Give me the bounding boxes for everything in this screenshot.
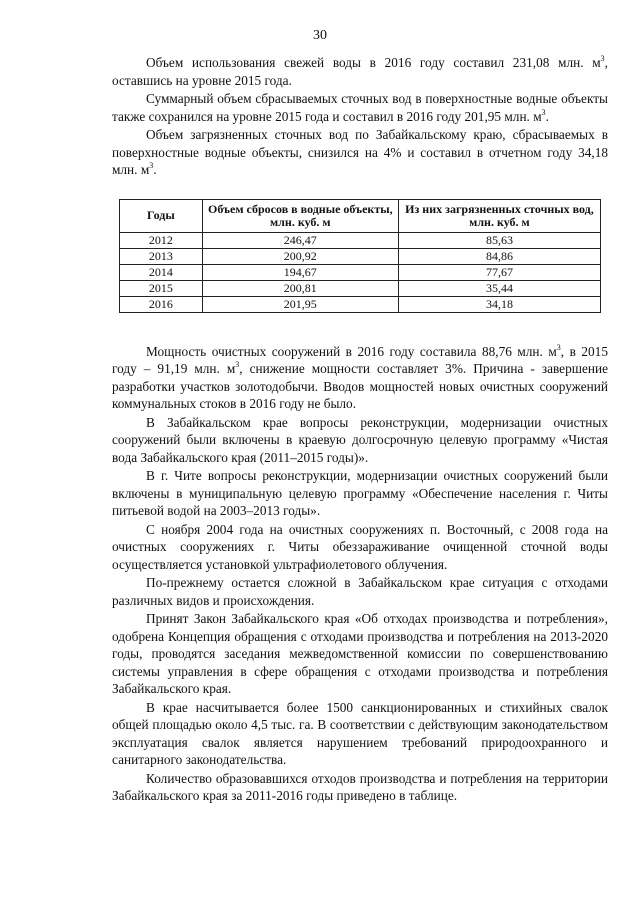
page-number: 30 <box>313 28 327 43</box>
paragraph-waste-table-intro: Количество образовавшихся отходов производства и потребления на территории Забайкальского края за 2011-2016 годы приведено в таблице. <box>112 770 608 803</box>
cell-polluted: 77,67 <box>398 264 600 280</box>
header-discharge-volume: Объем сбросов в водные объекты, млн. куб. м <box>202 199 398 232</box>
cell-discharge: 201,95 <box>202 296 398 312</box>
table-row <box>120 248 601 264</box>
document-body <box>112 54 608 805</box>
cell-discharge: 246,47 <box>202 232 398 248</box>
table-row <box>120 280 601 296</box>
cell-year: 2013 <box>120 248 203 264</box>
cell-year: 2015 <box>120 280 203 296</box>
cell-year: 2016 <box>120 296 203 312</box>
paragraph-chita-program: В г. Чите вопросы реконструкции, модернизации очистных сооружений были включены в муниципальную целевую программу «Обеспечение населения г. Читы питьевой водой на 2003–2013 годы». <box>112 468 608 518</box>
paragraph-regional-program: В Забайкальском крае вопросы реконструкции, модернизации очистных сооружений были включены в краевую долгосрочную целевую программу «Чистая вода Забайкальского края (2011–2015 годы)». <box>112 414 608 465</box>
cell-polluted: 85,63 <box>398 232 600 248</box>
paragraph-waste-situation: По-прежнему остается сложной в Забайкальском крае ситуация с отходами различных видов и происхождения. <box>112 575 608 608</box>
paragraph-waste-law: Принят Закон Забайкальского края «Об отходах производства и потребления», одобрена Концепция обращения с отходами производства и потребления на 2013-2020 годы, проводятся заседания межведомственной комиссии по совершенствованию системы управления в сфере обращения с отходами производства и потребления Забайкальского края. <box>112 611 608 696</box>
cell-polluted: 34,18 <box>398 296 600 312</box>
paragraph-total-discharge: Суммарный объем сбрасываемых сточных вод в поверхностные водные объекты также сохранился на уровне 2015 года и составил в 2016 году 201,95 млн. $м^3$. <box>112 91 608 124</box>
discharge-table <box>119 199 601 313</box>
cell-year: 2012 <box>120 232 203 248</box>
header-polluted-volume: Из них загрязненных сточных вод, млн. куб. м <box>398 199 600 232</box>
cell-discharge: 200,81 <box>202 280 398 296</box>
paragraph-landfills: В крае насчитывается более 1500 санкционированных и стихийных свалок общей площадью около 4,5 тыс. га. В соответствии с действующим законодательством эксплуатация свалок является нарушением требований природоохранного и санитарного законодательства. <box>112 699 608 767</box>
paragraph-polluted-discharge: Объем загрязненных сточных вод по Забайкальскому краю, сбрасываемых в поверхностные водные объекты, снизился на 4% и составил в отчетном году 34,18 млн. $м^3$. <box>112 127 608 177</box>
table-row <box>120 264 601 280</box>
cell-discharge: 194,67 <box>202 264 398 280</box>
table-row <box>120 296 601 312</box>
cell-year: 2014 <box>120 264 203 280</box>
cell-polluted: 35,44 <box>398 280 600 296</box>
paragraph-treatment-capacity: Мощность очистных сооружений в 2016 году составила 88,76 млн. $м^3$, в 2015 году – 91,19 млн. $м^3$, снижение мощности составляет 3%. Причина - завершение разработки участков золотодобычи. Вводов мощностей новых очистных сооружений коммунальных стоков в 2016 году не было. <box>112 342 608 411</box>
header-years: Годы <box>120 199 203 232</box>
table-header-row <box>120 199 601 232</box>
table-row <box>120 232 601 248</box>
paragraph-fresh-water: Объем использования свежей воды в 2016 году составил 231,08 млн. $м^3$, оставшись на уровне 2015 года. <box>112 54 608 88</box>
cell-polluted: 84,86 <box>398 248 600 264</box>
paragraph-uv-disinfection: С ноября 2004 года на очистных сооружениях п. Восточный, с 2008 года на очистных сооружениях г. Читы обеззараживание очищенной сточной воды осуществляется установкой ультрафиолетового облучения. <box>112 521 608 572</box>
cell-discharge: 200,92 <box>202 248 398 264</box>
